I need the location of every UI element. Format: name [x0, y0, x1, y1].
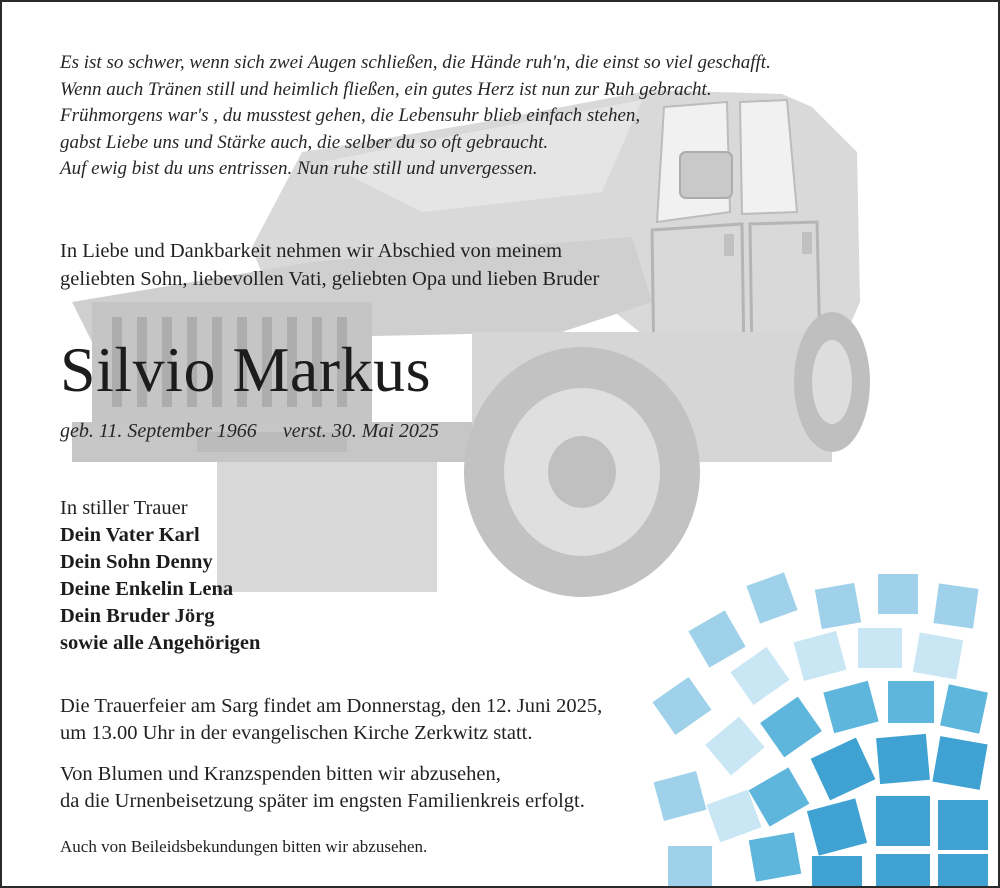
mourners-heading: In stiller Trauer	[60, 497, 188, 519]
service-line: um 13.00 Uhr in der evangelischen Kirche Zerkwitz statt.	[60, 722, 533, 744]
birth-date: geb. 11. September 1966	[60, 420, 257, 442]
poem-line: Wenn auch Tränen still und heimlich fließen, ein gutes Herz ist nun zur Ruh gebracht.	[60, 78, 712, 100]
poem-line: Frühmorgens war's , du musstest gehen, die Lebensuhr blieb einfach stehen,	[60, 105, 641, 127]
flowers-request	[60, 761, 585, 815]
flowers-line: Von Blumen und Kranzspenden bitten wir abzusehen,	[60, 763, 501, 785]
death-date: verst. 30. Mai 2025	[282, 420, 439, 442]
poem-line: Es ist so schwer, wenn sich zwei Augen schließen, die Hände ruh'n, die einst so viel geschafft.	[60, 52, 771, 73]
mourner-name: Deine Enkelin Lena	[60, 578, 234, 600]
mourner-name: Dein Vater Karl	[60, 524, 200, 546]
mourner-name: Dein Bruder Jörg	[60, 605, 215, 627]
intro-line: geliebten Sohn, liebevollen Vati, geliebten Opa und lieben Bruder	[60, 268, 600, 290]
farewell-intro	[60, 237, 599, 293]
mourners-list	[60, 522, 260, 657]
service-line: Die Trauerfeier am Sarg findet am Donnerstag, den 12. Juni 2025,	[60, 695, 603, 717]
mourner-name: Dein Sohn Denny	[60, 551, 213, 573]
mourner-name: sowie alle Angehörigen	[60, 632, 261, 654]
deceased-name: Silvio Markus	[60, 334, 431, 405]
intro-line: In Liebe und Dankbarkeit nehmen wir Abschied von meinem	[60, 240, 563, 262]
condolence-note: Auch von Beileidsbekundungen bitten wir abzusehen.	[60, 837, 428, 856]
flowers-line: da die Urnenbeisetzung später im engsten Familienkreis erfolgt.	[60, 790, 585, 812]
life-dates	[60, 418, 439, 444]
poem-line: Auf ewig bist du uns entrissen. Nun ruhe still und unvergessen.	[60, 158, 538, 180]
service-info	[60, 693, 602, 747]
poem	[60, 50, 771, 183]
poem-line: gabst Liebe uns und Stärke auch, die selber du so oft gebraucht.	[60, 131, 549, 153]
